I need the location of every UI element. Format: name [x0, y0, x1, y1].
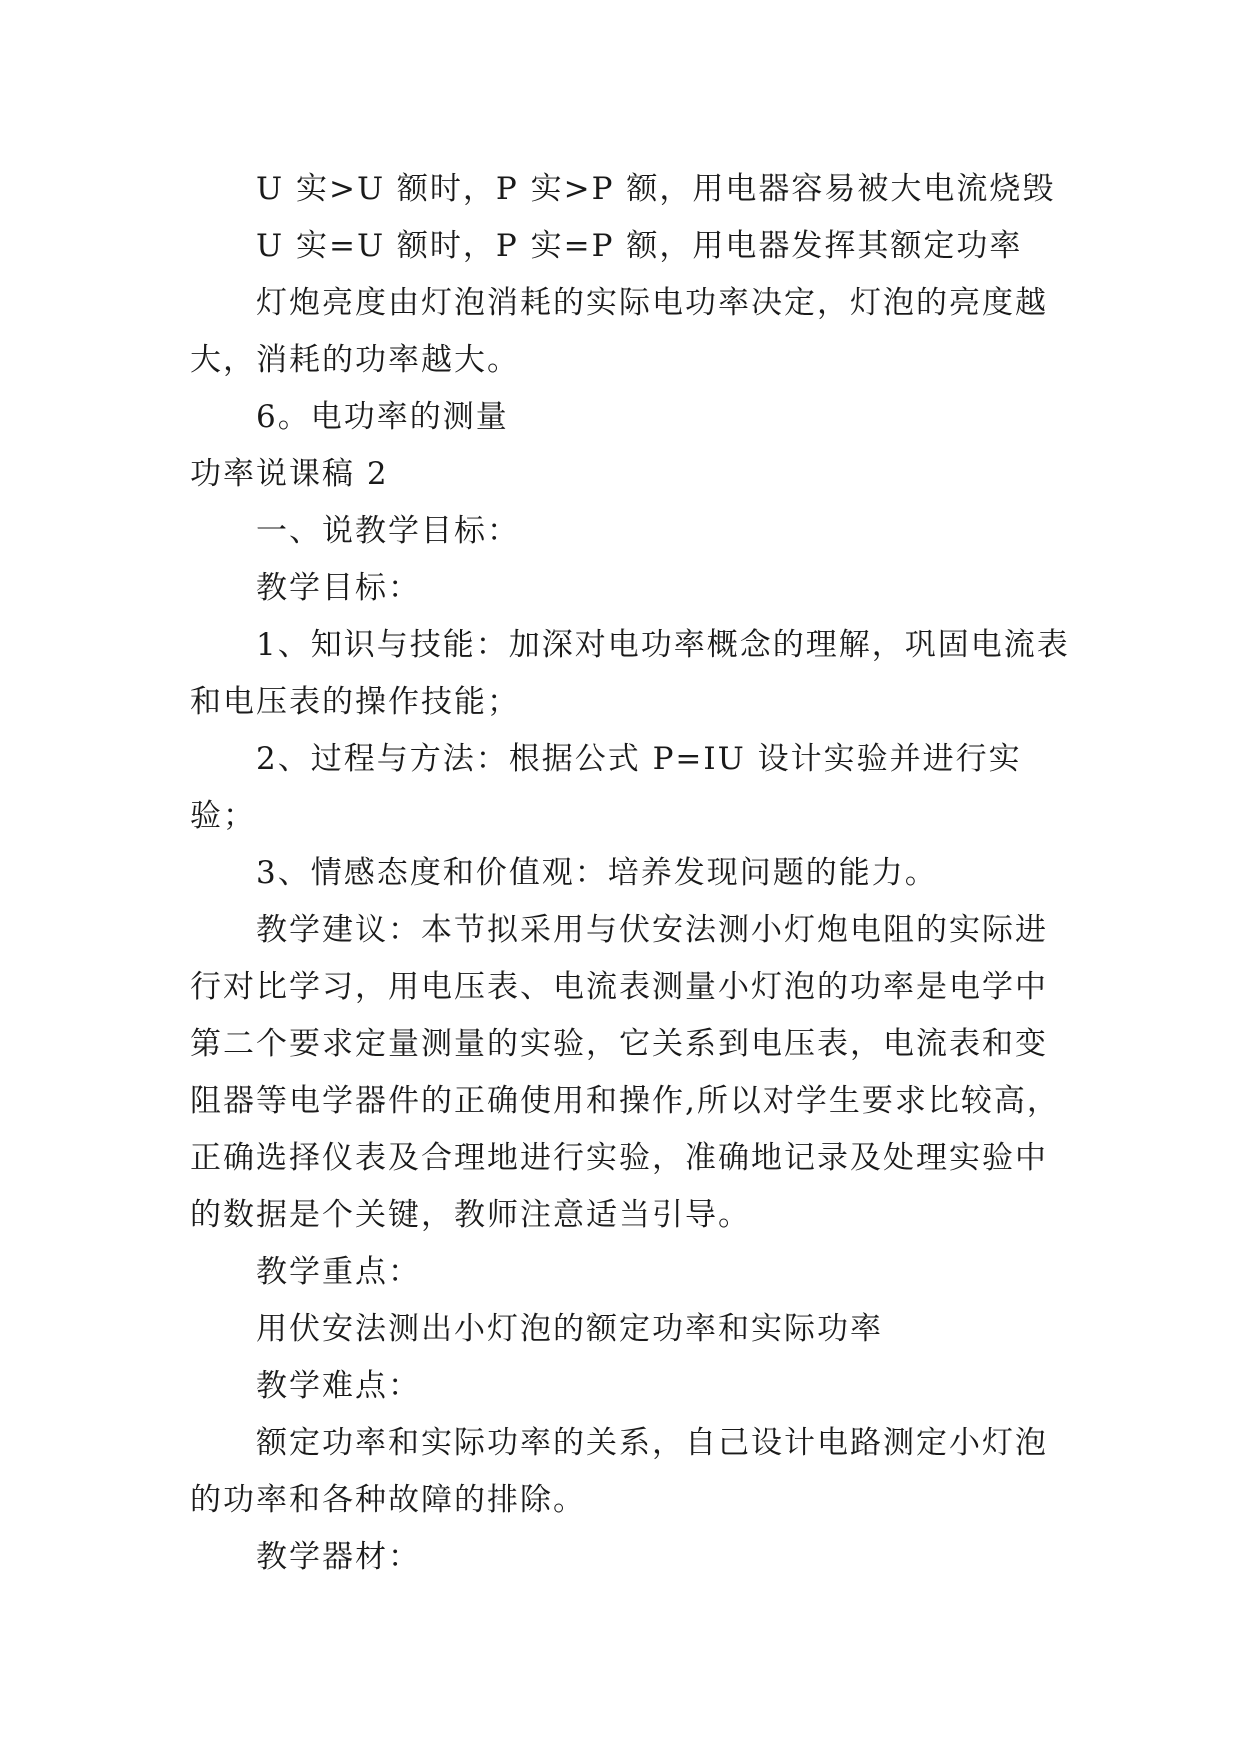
label-equipment: 教学器材：: [256, 1539, 421, 1575]
goal-knowledge-skills: 1、知识与技能：加深对电功率概念的理解，巩固电流表和电压表的操作技能；: [190, 627, 1070, 720]
section-title: 功率说课稿 2: [190, 456, 389, 492]
label-difficulties: 教学难点：: [256, 1368, 421, 1404]
paragraph-overvoltage: U 实>U 额时，P 实>P 额，用电器容易被大电流烧毁: [256, 171, 1056, 207]
paragraph-brightness: 灯炮亮度由灯泡消耗的实际电功率决定，灯泡的亮度越大，消耗的功率越大。: [190, 285, 1048, 378]
paragraph-teaching-suggestion: 教学建议：本节拟采用与伏安法测小灯炮电阻的实际进行对比学习，用电压表、电流表测量小灯泡的功率是电学中第二个要求定量测量的实验，它关系到电压表，电流表和变阻器等电学器件的正确使用和操作,所以对学生要求比较高，正确选择仪表及合理地进行实验，准确地记录及处理实验中的数据是个关键，教师注意适当引导。: [190, 912, 1060, 1233]
goal-attitude-values: 3、情感态度和价值观：培养发现问题的能力。: [256, 855, 938, 891]
paragraph-power-measurement: 6。电功率的测量: [256, 399, 509, 435]
heading-teaching-goals: 一、说教学目标：: [256, 513, 520, 549]
document-body: [190, 161, 1070, 1586]
paragraph-difficulties: 额定功率和实际功率的关系，自己设计电路测定小灯泡的功率和各种故障的排除。: [190, 1425, 1048, 1518]
label-teaching-goals: 教学目标：: [256, 570, 421, 606]
goal-process-method: 2、过程与方法：根据公式 P=IU 设计实验并进行实验；: [190, 741, 1022, 834]
paragraph-rated-voltage: U 实=U 额时，P 实=P 额，用电器发挥其额定功率: [256, 228, 1023, 264]
label-key-points: 教学重点：: [256, 1254, 421, 1290]
paragraph-key-points: 用伏安法测出小灯泡的额定功率和实际功率: [256, 1311, 883, 1347]
